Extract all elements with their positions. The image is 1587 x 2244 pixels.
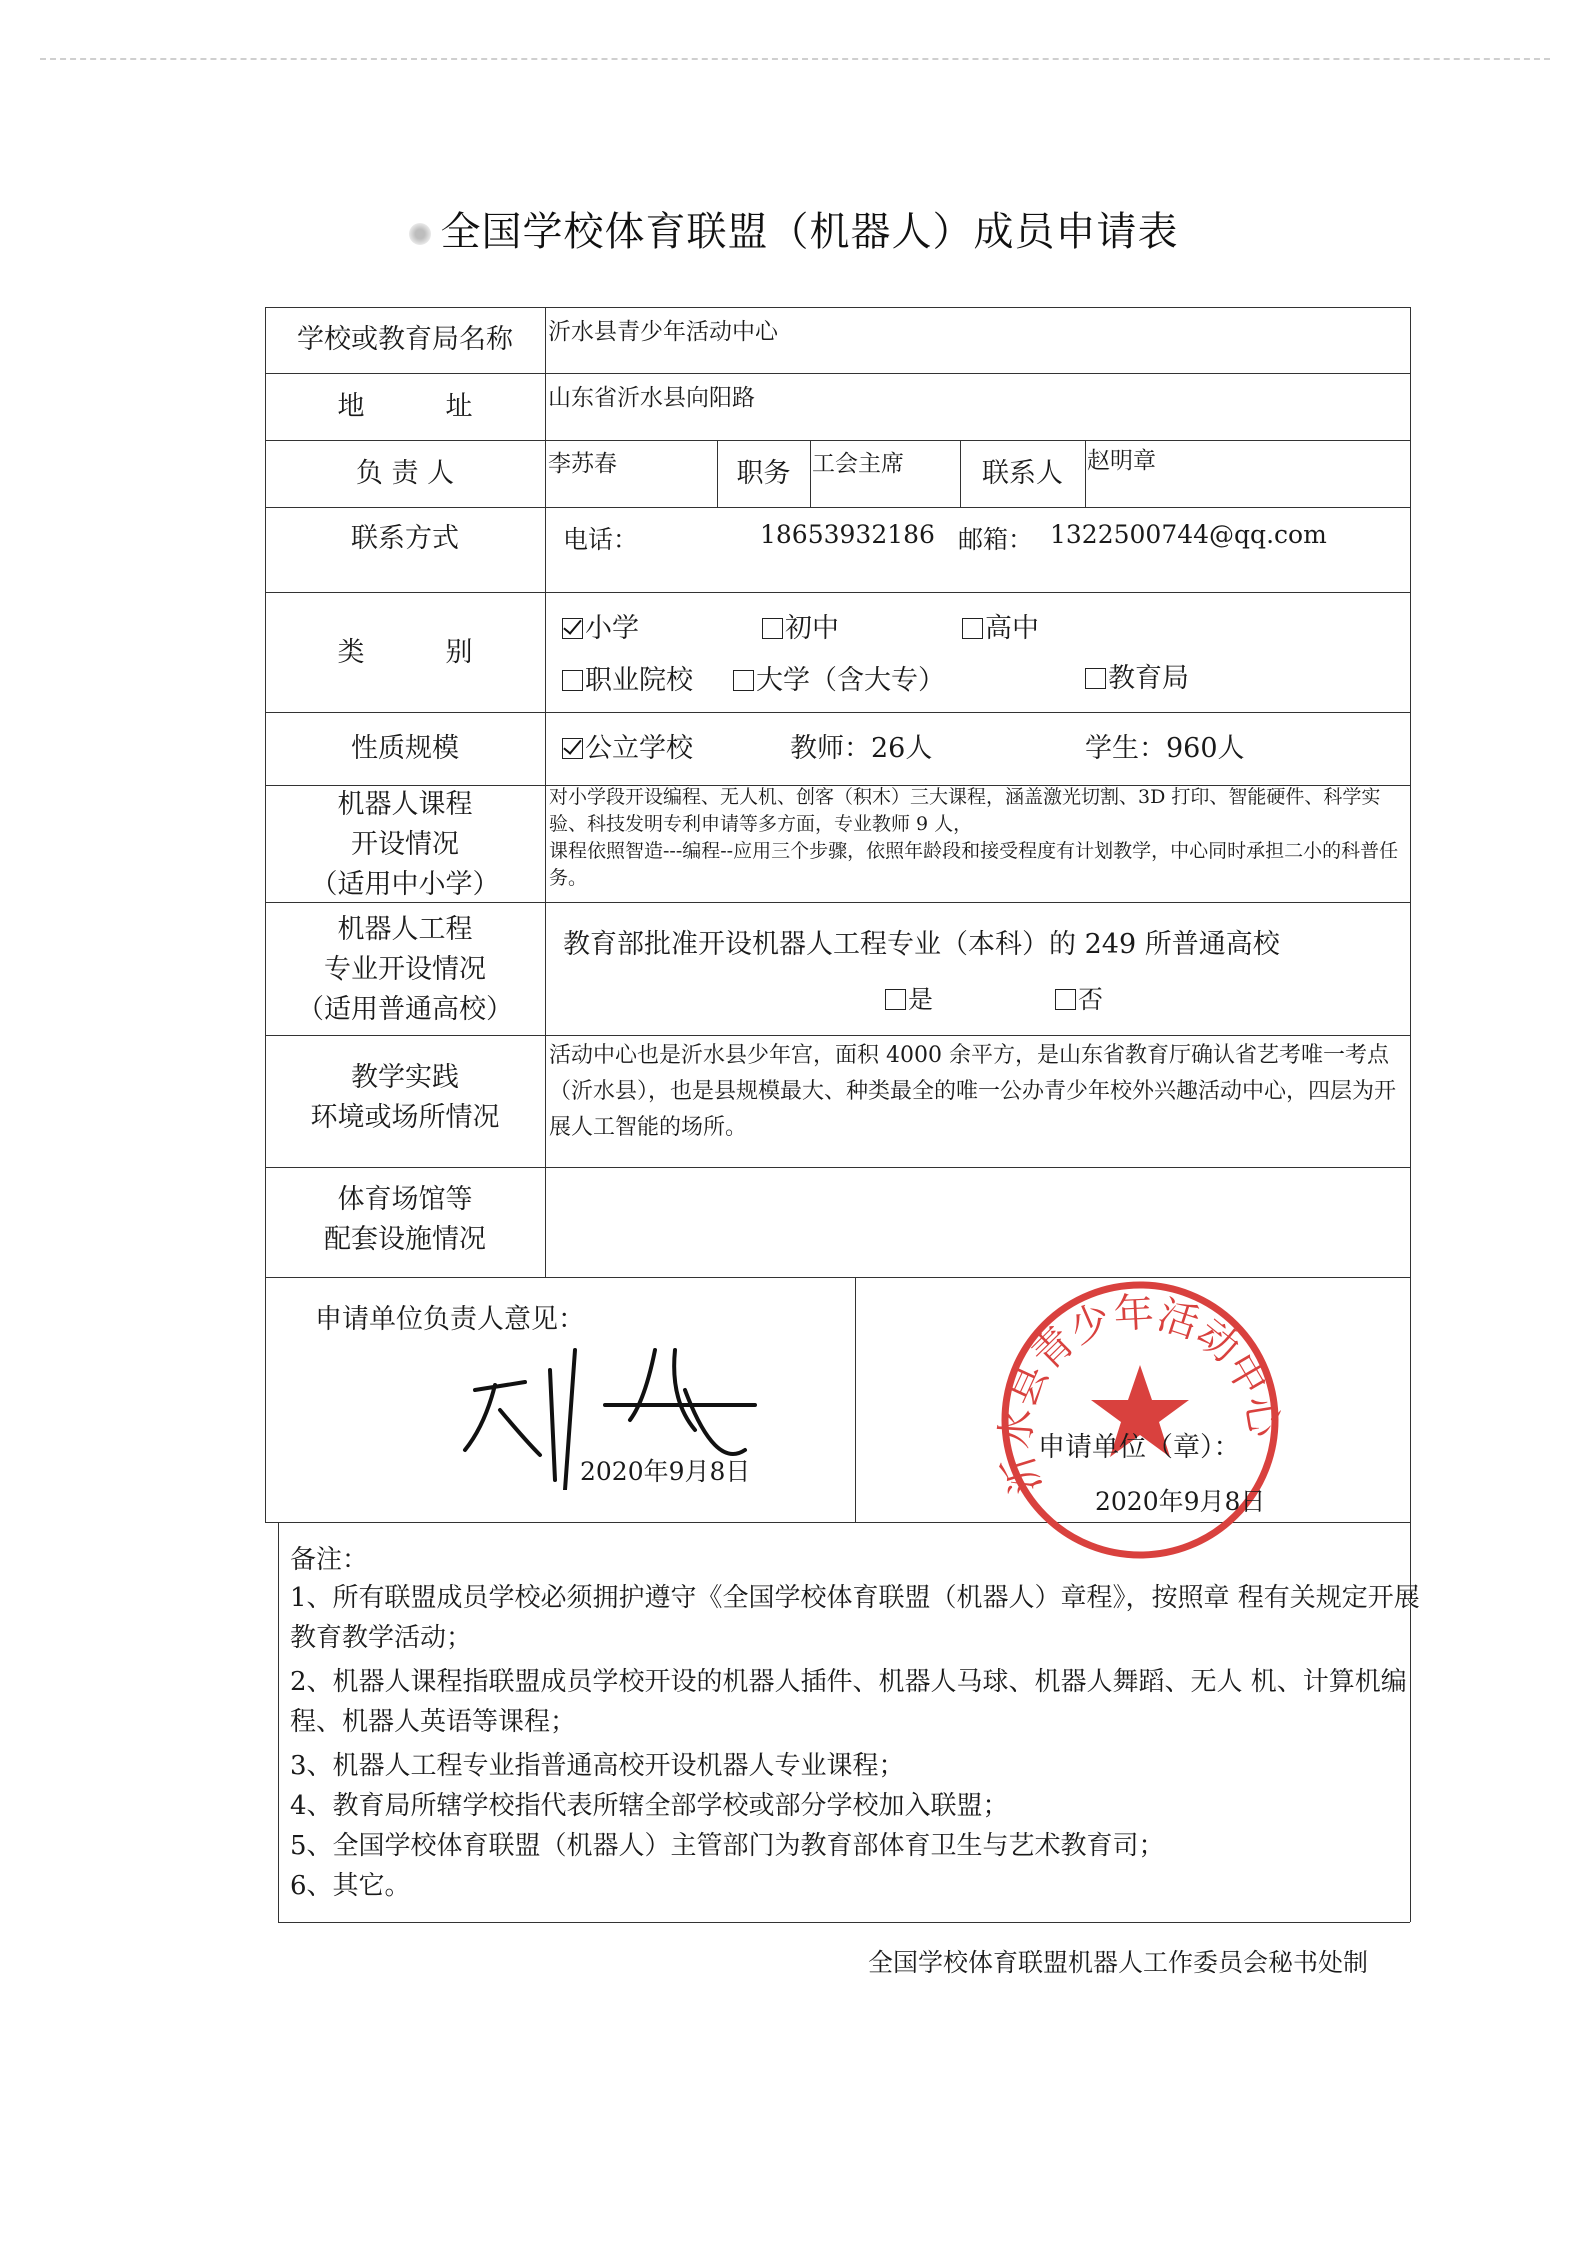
checkbox-icon[interactable] bbox=[762, 618, 783, 639]
option-yes[interactable]: 是 bbox=[885, 980, 933, 1016]
option-senior[interactable]: 高中 bbox=[962, 606, 1039, 645]
course-label: 机器人课程 开设情况 （适用中小学） bbox=[310, 789, 500, 900]
opinion-date: 2020年9月8日 bbox=[580, 1457, 751, 1486]
post-value: 工会主席 bbox=[812, 451, 904, 477]
students-count: 学生：960人 bbox=[1085, 733, 1245, 764]
email-value: 1322500744@qq.com bbox=[1050, 520, 1327, 549]
option-junior[interactable]: 初中 bbox=[762, 606, 839, 645]
official-seal bbox=[990, 1270, 1290, 1570]
category-label: 类 别 bbox=[337, 637, 473, 668]
practice-description: 活动中心也是沂水县少年宫，面积 4000 余平方，是山东省教育厅确认省艺考唯一考点（沂水县），也是县规模最大、种类最全的唯一公办青少年校外兴趣活动中心，四层为开展人工智能的场所。 bbox=[549, 1043, 1397, 1140]
footer-issuer: 全国学校体育联盟机器人工作委员会秘书处制 bbox=[868, 1948, 1369, 1977]
major-label: 机器人工程 专业开设情况 （适用普通高校） bbox=[297, 914, 513, 1025]
checkbox-icon[interactable] bbox=[562, 670, 583, 691]
address-value: 山东省沂水县向阳路 bbox=[548, 385, 755, 411]
post-label: 职务 bbox=[736, 458, 791, 489]
option-primary[interactable]: 小学 bbox=[562, 606, 639, 645]
option-university[interactable]: 大学（含大专） bbox=[733, 658, 945, 697]
note-3: 3、机器人工程专业指普通高校开设机器人专业课程； bbox=[290, 1751, 905, 1781]
note-2: 2、机器人课程指联盟成员学校开设的机器人插件、机器人马球、机器人舞蹈、无人 机、计算机编程、机器人英语等课程； bbox=[290, 1667, 1407, 1737]
scan-top-edge bbox=[40, 58, 1550, 60]
notes-heading: 备注： bbox=[290, 1545, 369, 1575]
bullet-icon bbox=[409, 223, 431, 245]
option-no[interactable]: 否 bbox=[1055, 980, 1103, 1016]
address-label: 地 址 bbox=[337, 391, 473, 422]
contact-person-value: 赵明章 bbox=[1087, 448, 1156, 474]
option-education-bureau[interactable]: 教育局 bbox=[1085, 656, 1189, 695]
svg-text:沂水县青少年活动中心: 沂水县青少年活动中心 bbox=[993, 1289, 1288, 1500]
checkbox-checked-icon[interactable] bbox=[562, 618, 583, 639]
school-name-value: 沂水县青少年活动中心 bbox=[548, 319, 778, 345]
venues-label: 体育场馆等 配套设施情况 bbox=[324, 1184, 486, 1255]
contact-info-label: 联系方式 bbox=[351, 523, 459, 554]
page-title: 全国学校体育联盟（机器人）成员申请表 bbox=[0, 200, 1587, 257]
note-6: 6、其它。 bbox=[290, 1871, 411, 1901]
checkbox-checked-icon[interactable] bbox=[562, 738, 583, 759]
email-label: 邮箱： bbox=[958, 525, 1034, 554]
practice-label: 教学实践 环境或场所情况 bbox=[310, 1062, 500, 1133]
checkbox-icon[interactable] bbox=[1055, 989, 1076, 1010]
leader-label: 负 责 人 bbox=[355, 458, 455, 489]
option-public-school[interactable]: 公立学校 bbox=[562, 726, 693, 765]
unit-date: 2020年9月8日 bbox=[1095, 1487, 1266, 1516]
school-name-label: 学校或教育局名称 bbox=[297, 324, 513, 355]
course-description: 对小学段开设编程、无人机、创客（积木）三大课程，涵盖激光切割、3D 打印、智能硬件、科学实验、科技发明专利申请等多方面，专业教师 9 人， 课程依照智造---编程--应用三个步骤，依照年龄段和接受程度有计划教学，中心同时承担二小的科普任务。 bbox=[549, 786, 1399, 889]
leader-name: 李苏春 bbox=[548, 451, 617, 477]
note-4: 4、教育局所辖学校指代表所辖全部学校或部分学校加入联盟； bbox=[290, 1791, 1009, 1821]
checkbox-icon[interactable] bbox=[1085, 668, 1106, 689]
checkbox-icon[interactable] bbox=[885, 989, 906, 1010]
note-5: 5、全国学校体育联盟（机器人）主管部门为教育部体育卫生与艺术教育司； bbox=[290, 1831, 1165, 1861]
checkbox-icon[interactable] bbox=[962, 618, 983, 639]
unit-seal-label: 申请单位（章）： bbox=[1038, 1432, 1241, 1463]
checkbox-icon[interactable] bbox=[733, 670, 754, 691]
teachers-count: 教师：26人 bbox=[790, 733, 933, 764]
nature-label: 性质规模 bbox=[351, 733, 459, 764]
option-vocational[interactable]: 职业院校 bbox=[562, 658, 693, 697]
phone-value: 18653932186 bbox=[760, 520, 935, 549]
note-1: 1、所有联盟成员学校必须拥护遵守《全国学校体育联盟（机器人）章程》，按照章 程有关规定开展教育教学活动； bbox=[290, 1583, 1420, 1653]
opinion-label: 申请单位负责人意见： bbox=[315, 1304, 585, 1335]
phone-label: 电话： bbox=[563, 525, 639, 554]
major-statement: 教育部批准开设机器人工程专业（本科）的 249 所普通高校 bbox=[563, 929, 1280, 960]
contact-person-label: 联系人 bbox=[982, 458, 1063, 489]
